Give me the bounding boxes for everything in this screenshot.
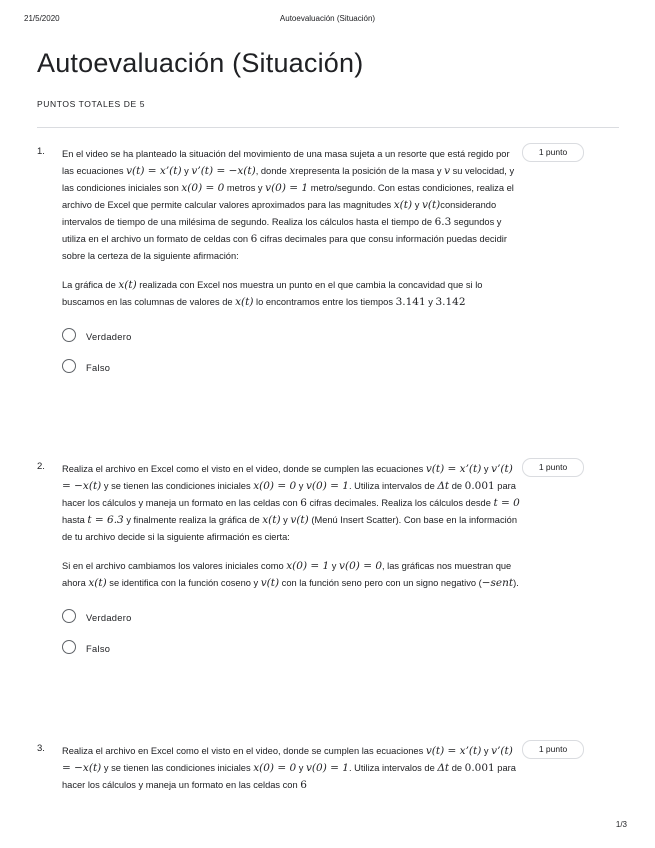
radio-button[interactable] — [62, 640, 76, 654]
question-number: 2. — [37, 461, 45, 472]
page-title: Autoevaluación (Situación) — [37, 48, 364, 78]
math-expr: 6 — [300, 779, 307, 791]
math-expr: x(0) = 1 — [286, 560, 330, 572]
math-expr: t = 6.3 — [87, 514, 124, 526]
math-expr: x — [289, 165, 296, 177]
divider — [37, 127, 619, 128]
math-expr: x(t) — [393, 199, 413, 211]
option-label: Falso — [86, 363, 111, 373]
option-falso[interactable] — [62, 637, 522, 668]
points-badge: 1 punto — [522, 458, 584, 477]
math-expr: x(0) = 0 — [181, 182, 225, 194]
math-expr: v(0) = 1 — [306, 762, 349, 774]
question-paragraph: La gráfica de x(t) realizada con Excel nos muestra un punto en el que cambia la concavidad que si lo buscamos en las columnas de valores de x(t) lo encontramos entre los tiempos 3.141 y 3.142 — [62, 279, 483, 308]
question-text — [62, 461, 522, 668]
radio-button[interactable] — [62, 328, 76, 342]
math-expr: v(t) — [260, 577, 280, 589]
math-expr: x(0) = 0 — [253, 762, 297, 774]
math-expr: v’(t) = −x(t) — [191, 165, 256, 177]
math-expr: v(t) = x’(t) — [425, 745, 482, 757]
math-expr: Δt — [437, 480, 450, 492]
math-expr: Δt — [437, 762, 450, 774]
radio-button[interactable] — [62, 609, 76, 623]
math-expr: 0.001 — [464, 762, 495, 774]
math-expr: x(t) — [88, 577, 107, 589]
math-expr: v’(t) = −x(t) — [62, 463, 513, 492]
option-label: Verdadero — [86, 332, 132, 342]
question-paragraph: Realiza el archivo en Excel como el visto en el video, donde se cumplen las ecuaciones v(t) = x’(t) y v’(t) = −x(t) y se tienen las condiciones iniciales x(0) = 0 y v(0) = 1. Utiliza intervalos de Δt de 0.001 para hacer los cálculos y maneja un formato en las celdas con 6 cifras decimales. Realiza los cálculos desde t = 0 hasta t = 6.3 y finalmente realiza la gráfica de x(t) y v(t) (Menú Insert Scatter). Con base en la información de tu archivo decide si la siguiente afirmación es cierta: — [62, 463, 520, 542]
points-badge: 1 punto — [522, 143, 584, 162]
math-expr: 0.001 — [464, 480, 495, 492]
math-expr: 6.3 — [434, 216, 452, 228]
math-expr: v(t) = x’(t) — [126, 165, 182, 177]
math-expr: v — [444, 165, 451, 177]
option-verdadero[interactable] — [62, 606, 522, 637]
math-expr: 6 — [300, 497, 307, 509]
answer-options — [62, 606, 522, 668]
option-falso[interactable] — [62, 356, 522, 387]
math-expr: x(t) — [262, 514, 281, 526]
math-expr: v(t) — [421, 199, 441, 211]
math-expr: v(0) = 1 — [265, 182, 309, 194]
question-number: 1. — [37, 146, 45, 157]
option-label: Falso — [86, 644, 111, 654]
points-total: PUNTOS TOTALES DE 5 — [37, 99, 146, 109]
math-expr: v(0) = 0 — [339, 560, 383, 572]
question-paragraph: En el video se ha planteado la situación del movimiento de una masa sujeta a un resorte que está regido por las ecuaciones v(t) = x’(t) y v’(t) = −x(t), donde xrepresenta la posición de la masa y v su velocidad, y las condiciones iniciales son x(0) = 0 metros y v(0) = 1 metro/segundo. Con estas condiciones, realiza el archivo de Excel que permite calcular valores aproximados para las magnitudes x(t) y v(t)considerando intervalos de tiempo de una milésima de segundo. Realiza los cálculos hasta el tiempo de 6.3 segundos y utiliza en el archivo un formato de celdas con 6 cifras decimales para que consu información puedas decidir sobre la certeza de la siguiente afirmación: — [62, 149, 515, 261]
page-header-title: Autoevaluación (Situación) — [279, 14, 376, 23]
question-paragraph: Si en el archivo cambiamos los valores iniciales como x(0) = 1 y v(0) = 0, las gráficas nos muestran que ahora x(t) se identifica con la función coseno y v(t) con la función seno pero con un signo negativo (−sent). — [62, 560, 519, 589]
math-expr: 3.141 — [395, 296, 426, 308]
math-expr: v’(t) = −x(t) — [62, 745, 513, 774]
answer-options — [62, 325, 522, 387]
math-expr: x(t) — [118, 279, 137, 291]
points-badge: 1 punto — [522, 740, 584, 759]
option-verdadero[interactable] — [62, 325, 522, 356]
math-expr: x(t) — [235, 296, 254, 308]
question-paragraph: Realiza el archivo en Excel como el visto en el video, donde se cumplen las ecuaciones v(t) = x’(t) y v’(t) = −x(t) y se tienen las condiciones iniciales x(0) = 0 y v(0) = 1. Utiliza intervalos de Δt de 0.001 para hacer los cálculos y maneja un formato en las celdas con 6 — [62, 745, 516, 791]
math-expr: v(0) = 1 — [306, 480, 349, 492]
option-label: Verdadero — [86, 613, 132, 623]
math-expr: −sent — [481, 577, 514, 589]
math-expr: v(t) = x’(t) — [425, 463, 482, 475]
page-number: 1/3 — [615, 820, 627, 829]
math-expr: 6 — [250, 233, 258, 245]
math-expr: x(0) = 0 — [253, 480, 297, 492]
question-number: 3. — [37, 743, 45, 754]
page-header-date: 21/5/2020 — [24, 14, 60, 23]
math-expr: v(t) — [290, 514, 309, 526]
radio-button[interactable] — [62, 359, 76, 373]
math-expr: 3.142 — [435, 296, 466, 308]
math-expr: t = 0 — [493, 497, 520, 509]
question-text — [62, 743, 522, 794]
question-text — [62, 146, 522, 387]
